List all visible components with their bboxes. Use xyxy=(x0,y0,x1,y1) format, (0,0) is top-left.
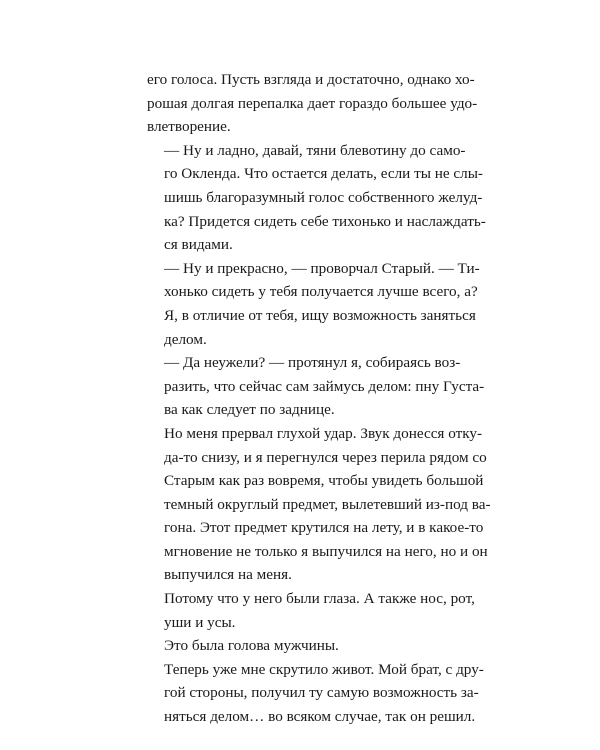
text-line: го Окленда. Что остается делать, если ты не слы- xyxy=(164,165,483,183)
text-line: Потому что у него были глаза. А также нос, рот, xyxy=(164,590,475,608)
paragraph xyxy=(147,658,484,729)
text-line: ва как следует по заднице. xyxy=(164,401,335,419)
text-line: разить, что сейчас сам займусь делом: пну Густа- xyxy=(164,377,485,395)
text-line: его голоса. Пусть взгляда и достаточно, однако хо- xyxy=(147,71,475,88)
body-text xyxy=(147,68,491,729)
paragraph xyxy=(147,351,485,422)
paragraph xyxy=(147,139,486,257)
text-line: уши и усы. xyxy=(164,613,236,631)
text-line: Но меня прервал глухой удар. Звук донесся отку- xyxy=(164,424,483,442)
text-line: гой стороны, получил ту самую возможность за- xyxy=(164,684,479,702)
paragraph xyxy=(147,257,480,351)
text-line: гона. Этот предмет крутился на лету, и в какое-то xyxy=(164,519,484,537)
text-line: ся видами. xyxy=(164,236,233,254)
text-line: Это была голова мужчины. xyxy=(164,637,339,655)
text-line: ка? Придется сидеть себе тихонько и наслаждать- xyxy=(164,212,486,230)
text-line: Старым как раз вовремя, чтобы увидеть большой xyxy=(164,472,484,490)
text-line: — Да неужели? — протянул я, собираясь воз- xyxy=(164,354,461,372)
paragraph xyxy=(147,587,475,634)
paragraph xyxy=(147,68,478,139)
text-line: хонько сидеть у тебя получается лучше всего, а? xyxy=(164,283,478,301)
text-line: делом. xyxy=(164,330,207,348)
text-line: — Ну и прекрасно, — проворчал Старый. — Ти- xyxy=(164,259,480,277)
text-line: рошая долгая перепалка дает гораздо большее удо- xyxy=(147,94,478,112)
text-line: выпучился на меня. xyxy=(164,566,292,584)
text-line: темный округлый предмет, вылетевший из-под ва- xyxy=(164,495,491,513)
text-line: — Ну и ладно, давай, тяни блевотину до само- xyxy=(164,141,466,159)
text-line: няться делом… во всяком случае, так он решил. xyxy=(164,708,476,726)
text-line: Я, в отличие от тебя, ищу возможность заняться xyxy=(164,306,476,324)
text-line: мгновение не только я выпучился на него, но и он xyxy=(164,542,488,560)
text-line: да-то снизу, и я перегнулся через перила рядом со xyxy=(164,448,487,466)
text-line: влетворение. xyxy=(147,118,231,136)
text-line: шишь благоразумный голос собственного желуд- xyxy=(164,188,483,206)
paragraph xyxy=(147,422,491,587)
text-line: Теперь уже мне скрутило живот. Мой брат, с дру- xyxy=(164,660,484,678)
paragraph xyxy=(147,634,457,658)
